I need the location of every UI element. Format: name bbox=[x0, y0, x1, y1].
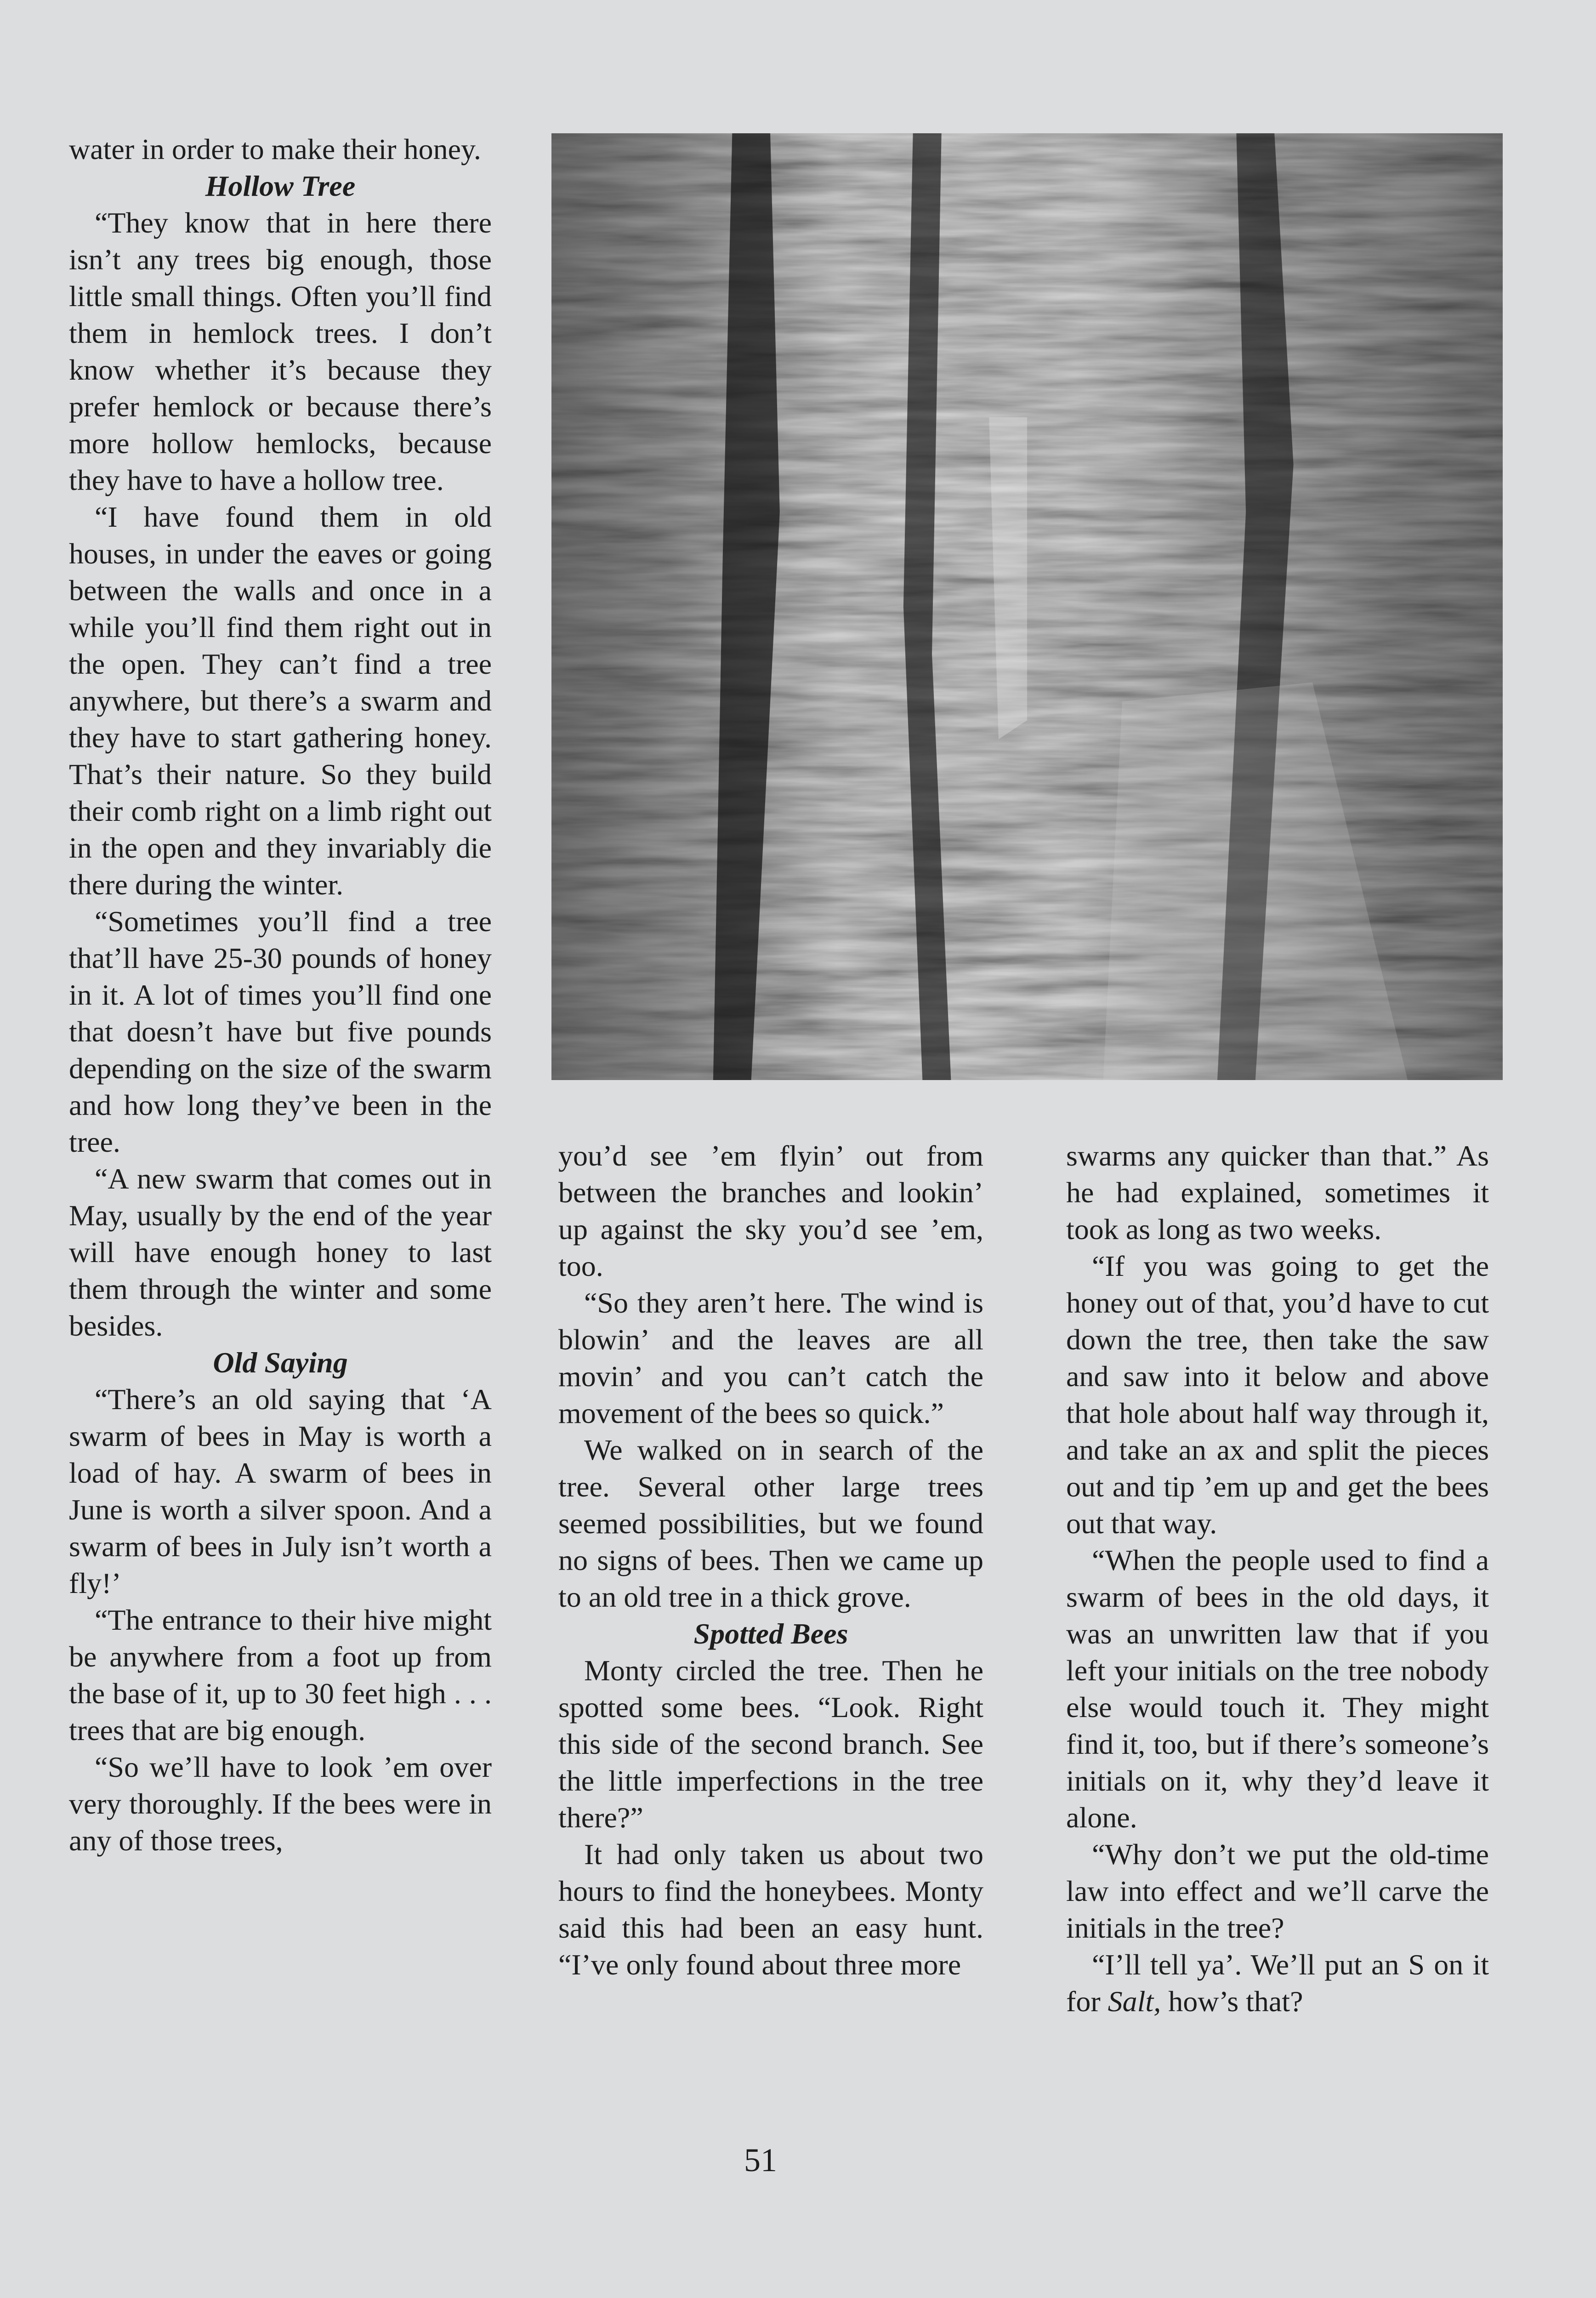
paragraph: “A new swarm that comes out in May, usually by the end of the year will have enough honey to last them through the winter and some besides. bbox=[69, 1162, 492, 1342]
bark-texture-image bbox=[551, 133, 1503, 1080]
paragraph: “They know that in here there isn’t any trees big enough, those little small things. Often you’ll find them in hemlock trees. I don’t know whether it’s because they prefer hemlock or because there’s more hollow hemlocks, because they have to have a hollow tree. bbox=[69, 206, 492, 496]
paragraph: We walked on in search of the tree. Several other large trees seemed possibilities, but we found no signs of bees. Then we came up to an old tree in a thick grove. bbox=[558, 1433, 983, 1613]
salt-italic: Salt, bbox=[1108, 1985, 1161, 2018]
section-heading-spotted-bees: Spotted Bees bbox=[693, 1617, 848, 1650]
paragraph: Monty circled the tree. Then he spotted some bees. “Look. Right this side of the second branch. See the little imperfections in the tree there?” bbox=[558, 1654, 983, 1834]
paragraph: water in order to make their honey. bbox=[69, 133, 481, 165]
text-run: how’s that? bbox=[1161, 1985, 1303, 2018]
paragraph: “Why don’t we put the old-time law into effect and we’ll carve the initials in the tree? bbox=[1066, 1838, 1489, 1944]
paragraph: It had only taken us about two hours to find the honeybees. Monty said this had been an easy hunt. “I’ve only found about three more bbox=[558, 1838, 983, 1981]
paragraph: “The entrance to their hive might be anywhere from a foot up from the base of it, up to 30 feet high . . . trees that are big enough. bbox=[69, 1604, 492, 1746]
paragraph: you’d see ’em flyin’ out from between the branches and lookin’ up against the sky you’d see ’em, too. bbox=[558, 1139, 983, 1282]
paragraph: “I have found them in old houses, in under the eaves or going between the walls and once in a while you’ll find them right out in the open. They can’t find a tree anywhere, but there’s a swarm and they have to start gathering honey. That’s their nature. So they build their comb right on a limb right out in the open and they invariably die there during the winter. bbox=[69, 501, 492, 901]
paragraph: “Sometimes you’ll find a tree that’ll have 25-30 pounds of honey in it. A lot of times you’ll find one that doesn’t have but five pounds depending on the size of the swarm and how long they’ve been in the tree. bbox=[69, 905, 492, 1158]
paragraph: “So we’ll have to look ’em over very thoroughly. If the bees were in any of those trees, bbox=[69, 1751, 492, 1857]
paragraph: swarms any quicker than that.” As he had explained, sometimes it took as long as two weeks. bbox=[1066, 1139, 1489, 1246]
paragraph: “There’s an old saying that ‘A swarm of bees in May is worth a load of hay. A swarm of bees in June is worth a silver spoon. And a swarm of bees in July isn’t worth a fly!’ bbox=[69, 1383, 492, 1599]
section-heading-old-saying: Old Saying bbox=[213, 1346, 348, 1379]
text-run: “I’ll tell ya’. We’ll put an S on it for bbox=[1066, 1948, 1489, 2018]
tree-bark-photo bbox=[551, 133, 1503, 1080]
text-column-middle bbox=[558, 1138, 983, 1983]
text-column-left bbox=[69, 131, 492, 1859]
section-heading-hollow-tree: Hollow Tree bbox=[205, 170, 356, 202]
text-column-right bbox=[1066, 1138, 1489, 2020]
paragraph: “If you was going to get the honey out of that, you’d have to cut down the tree, then take the saw and saw into it below and above that hole about half way through it, and take an ax and split the pieces out and tip ’em up and get the bees out that way. bbox=[1066, 1250, 1489, 1540]
paragraph bbox=[1066, 1946, 1489, 2020]
page-number: 51 bbox=[744, 2142, 777, 2179]
paragraph: “So they aren’t here. The wind is blowin’ and the leaves are all movin’ and you can’t catch the movement of the bees so quick.” bbox=[558, 1286, 983, 1429]
paragraph: “When the people used to find a swarm of bees in the old days, it was an unwritten law that if you left your initials on the tree nobody else would touch it. They might find it, too, but if there’s someone’s initials on it, why they’d leave it alone. bbox=[1066, 1544, 1489, 1834]
